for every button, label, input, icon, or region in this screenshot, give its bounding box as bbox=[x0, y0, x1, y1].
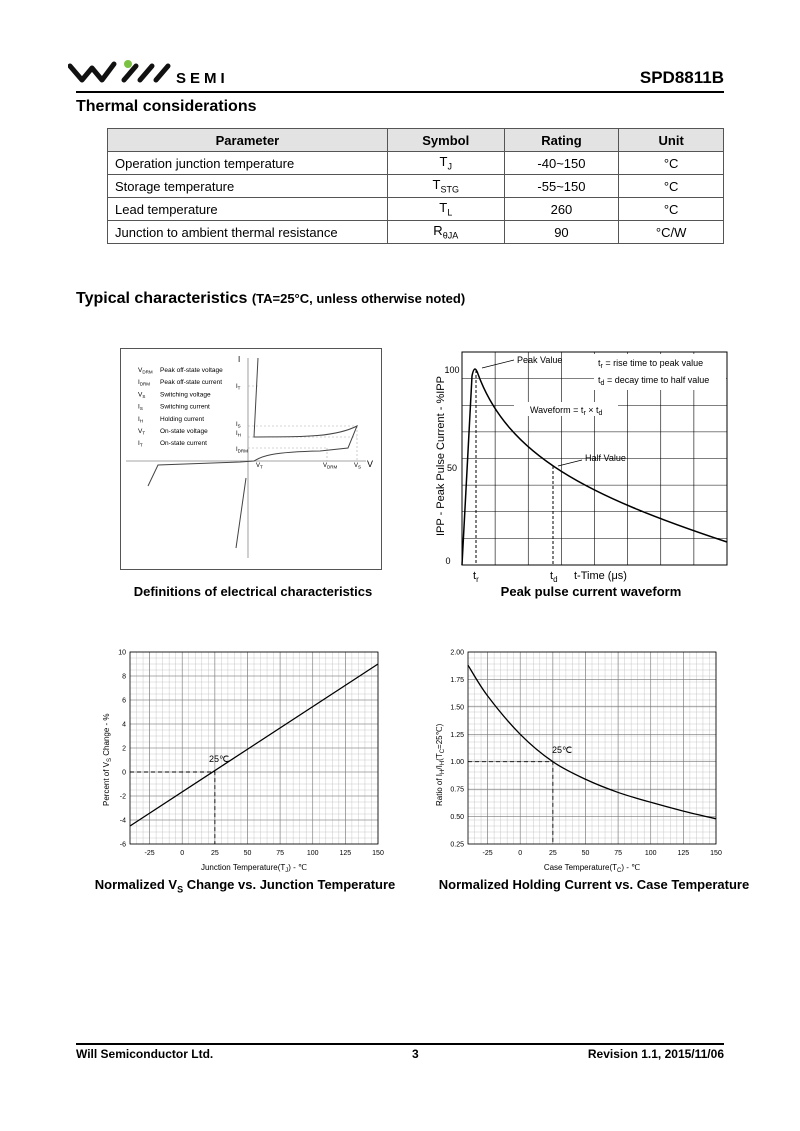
marker-lines bbox=[476, 370, 553, 565]
table-row bbox=[108, 152, 724, 175]
parameter-cell: Junction to ambient thermal resistance bbox=[108, 221, 388, 244]
holding-current-chart bbox=[430, 646, 730, 874]
y-tick-label: 0.25 bbox=[450, 841, 464, 849]
y-axis-title: Percent of $V_S$ Change - % bbox=[102, 713, 113, 806]
footer-page-number: 3 bbox=[412, 1047, 419, 1061]
symbol-cell: $T_{STG}$ bbox=[387, 175, 504, 198]
x-tick-label: -25 bbox=[144, 850, 155, 857]
table-row bbox=[108, 198, 724, 221]
definitions-caption: Definitions of electrical characteristics bbox=[133, 584, 373, 599]
x-tick-label: 25 bbox=[210, 850, 219, 857]
peak-pulse-caption: Peak pulse current waveform bbox=[500, 584, 682, 599]
unit-cell: °C bbox=[619, 152, 724, 175]
y-axis-title: IPP - Peak Pulse Current - %IPP bbox=[435, 376, 447, 536]
vt-tick: $V_T$ bbox=[256, 463, 263, 470]
td-note: $t_d$ = decay time to half value bbox=[598, 375, 710, 387]
x-tick-label: 0 bbox=[180, 850, 185, 857]
x-tick-label: 75 bbox=[614, 850, 623, 857]
y-tick-label: 2 bbox=[122, 745, 126, 753]
symbol-cell: $T_L$ bbox=[387, 198, 504, 221]
brand-text: SEMI bbox=[176, 70, 229, 87]
unit-cell: °C/W bbox=[619, 221, 724, 244]
half-label: Half Value bbox=[585, 453, 626, 463]
y-tick-label: 1.50 bbox=[450, 704, 464, 712]
y-tick-label: -2 bbox=[119, 793, 126, 801]
y-tick-label: 2.00 bbox=[450, 649, 464, 657]
x-tick-label: 50 bbox=[581, 850, 590, 857]
footer-rule bbox=[76, 1043, 724, 1045]
annotation-25c: 25℃ bbox=[552, 745, 573, 755]
x-tick-label: 100 bbox=[306, 850, 319, 857]
column-header: Unit bbox=[619, 129, 724, 152]
x-tick-label: 50 bbox=[243, 850, 252, 857]
y-tick-label: 1.00 bbox=[450, 759, 464, 767]
x-tick-label: 150 bbox=[710, 850, 722, 857]
x-tick-label: 150 bbox=[372, 850, 384, 857]
thermal-section-title: Thermal considerations bbox=[76, 98, 257, 115]
x-axis-title: Case $Temperature(T_C)$ - ℃ bbox=[543, 863, 641, 874]
td-marker: $t_d$ bbox=[550, 570, 558, 584]
x-tick-label: 100 bbox=[644, 850, 657, 857]
symbol-cell: $T_J$ bbox=[387, 152, 504, 175]
y-tick-label: 0.50 bbox=[450, 814, 464, 822]
ih-tick: $I_H$ bbox=[236, 431, 241, 438]
legend-item: $I_T$ On-state current bbox=[138, 440, 207, 448]
table-header-row bbox=[108, 129, 724, 152]
rating-cell: 260 bbox=[504, 198, 619, 221]
peak-pulse-chart bbox=[428, 346, 740, 586]
legend-item: $I_H$ Holding current bbox=[138, 415, 205, 424]
column-header: Parameter bbox=[108, 129, 388, 152]
header-rule bbox=[76, 91, 724, 93]
x-tick-label: 25 bbox=[548, 850, 557, 857]
thermal-table bbox=[107, 128, 724, 244]
annotation-25c: 25℃ bbox=[209, 754, 230, 764]
company-logo bbox=[68, 58, 172, 84]
vs-change-caption: Normalized $V_S$ Change vs. Junction Temperature bbox=[94, 877, 396, 895]
y-tick-label: 50 bbox=[446, 463, 458, 473]
y-axis-title: Ratio of $I_H/I_H(T_C=25℃)$ bbox=[435, 723, 446, 806]
y-tick-label: 0.75 bbox=[450, 786, 464, 794]
x-axis-title: t-Time (μs) bbox=[574, 570, 627, 582]
x-tick-label: 125 bbox=[339, 850, 352, 857]
column-header: Symbol bbox=[387, 129, 504, 152]
y-tick-label: 8 bbox=[122, 673, 126, 681]
y-tick-label: 0 bbox=[445, 556, 451, 566]
y-tick-label: -4 bbox=[119, 817, 126, 825]
parameter-cell: Storage temperature bbox=[108, 175, 388, 198]
parameter-cell: Operation junction temperature bbox=[108, 152, 388, 175]
is-tick: $I_S$ bbox=[236, 422, 241, 429]
y-tick-label: -6 bbox=[119, 841, 126, 849]
footer-revision: Revision 1.1, 2015/11/06 bbox=[587, 1047, 724, 1061]
legend-item: $V_S$ Switching voltage bbox=[138, 391, 211, 399]
i-axis-label: I bbox=[238, 355, 241, 364]
x-tick-label: -25 bbox=[482, 850, 493, 857]
unit-cell: °C bbox=[619, 175, 724, 198]
y-tick-label: 4 bbox=[122, 721, 126, 729]
v-axis-label: V bbox=[367, 459, 374, 469]
peak-arrow bbox=[482, 360, 514, 368]
unit-cell: °C bbox=[619, 198, 724, 221]
tr-marker: $t_r$ bbox=[473, 570, 479, 584]
y-tick-label: 100 bbox=[444, 365, 460, 375]
y-tick-label: 6 bbox=[122, 697, 126, 705]
rating-cell: 90 bbox=[504, 221, 619, 244]
waveform-label: Waveform = $t_r \times t_d$ bbox=[530, 405, 603, 417]
reference-25c-line bbox=[468, 762, 553, 844]
parameter-cell: Lead temperature bbox=[108, 198, 388, 221]
symbol-cell: $R_{\theta JA}$ bbox=[387, 221, 504, 244]
typical-note: (TA=25°C, unless otherwise noted) bbox=[251, 291, 466, 306]
footer-company: Will Semiconductor Ltd. bbox=[76, 1047, 214, 1061]
peak-label: Peak Value bbox=[517, 355, 563, 365]
rating-cell: -40~150 bbox=[504, 152, 619, 175]
table-row bbox=[108, 221, 724, 244]
holding-caption: Normalized Holding Current vs. Case Temperature bbox=[438, 877, 750, 892]
rating-cell: -55~150 bbox=[504, 175, 619, 198]
typical-section-title: Typical characteristics (TA=25°C, unless otherwise noted) bbox=[76, 290, 466, 307]
y-tick-label: 10 bbox=[118, 649, 126, 657]
idrm-tick: $I_{DRM}$ bbox=[236, 447, 248, 454]
column-header: Rating bbox=[504, 129, 619, 152]
it-tick: $I_T$ bbox=[236, 384, 241, 391]
legend-item: $V_{DRM}$ Peak off-state voltage bbox=[138, 367, 223, 375]
x-tick-label: 125 bbox=[677, 850, 690, 857]
x-tick-label: 0 bbox=[518, 850, 523, 857]
y-tick-label: 1.25 bbox=[450, 731, 464, 739]
y-tick-label: 0 bbox=[122, 769, 126, 777]
vs-change-chart bbox=[96, 646, 396, 874]
table-row bbox=[108, 175, 724, 198]
legend-item: $I_{DRM}$ Peak off-state current bbox=[138, 379, 223, 387]
vdrm-tick: $V_{DRM}$ bbox=[323, 463, 338, 470]
y-axis-label bbox=[435, 376, 447, 536]
definitions-diagram bbox=[120, 348, 382, 570]
x-axis-title: Junction $Temperature(T_J)$ - ℃ bbox=[200, 863, 308, 874]
y-tick-label: 1.75 bbox=[450, 676, 464, 684]
vs-tick: $V_S$ bbox=[354, 463, 362, 470]
legend-item: $V_T$ On-state voltage bbox=[138, 428, 208, 436]
legend-item: $I_S$ Switching current bbox=[138, 403, 210, 412]
tr-note: $t_r$ = rise time to peak value bbox=[598, 358, 704, 370]
x-tick-label: 75 bbox=[276, 850, 285, 857]
part-number: SPD8811B bbox=[639, 68, 724, 87]
